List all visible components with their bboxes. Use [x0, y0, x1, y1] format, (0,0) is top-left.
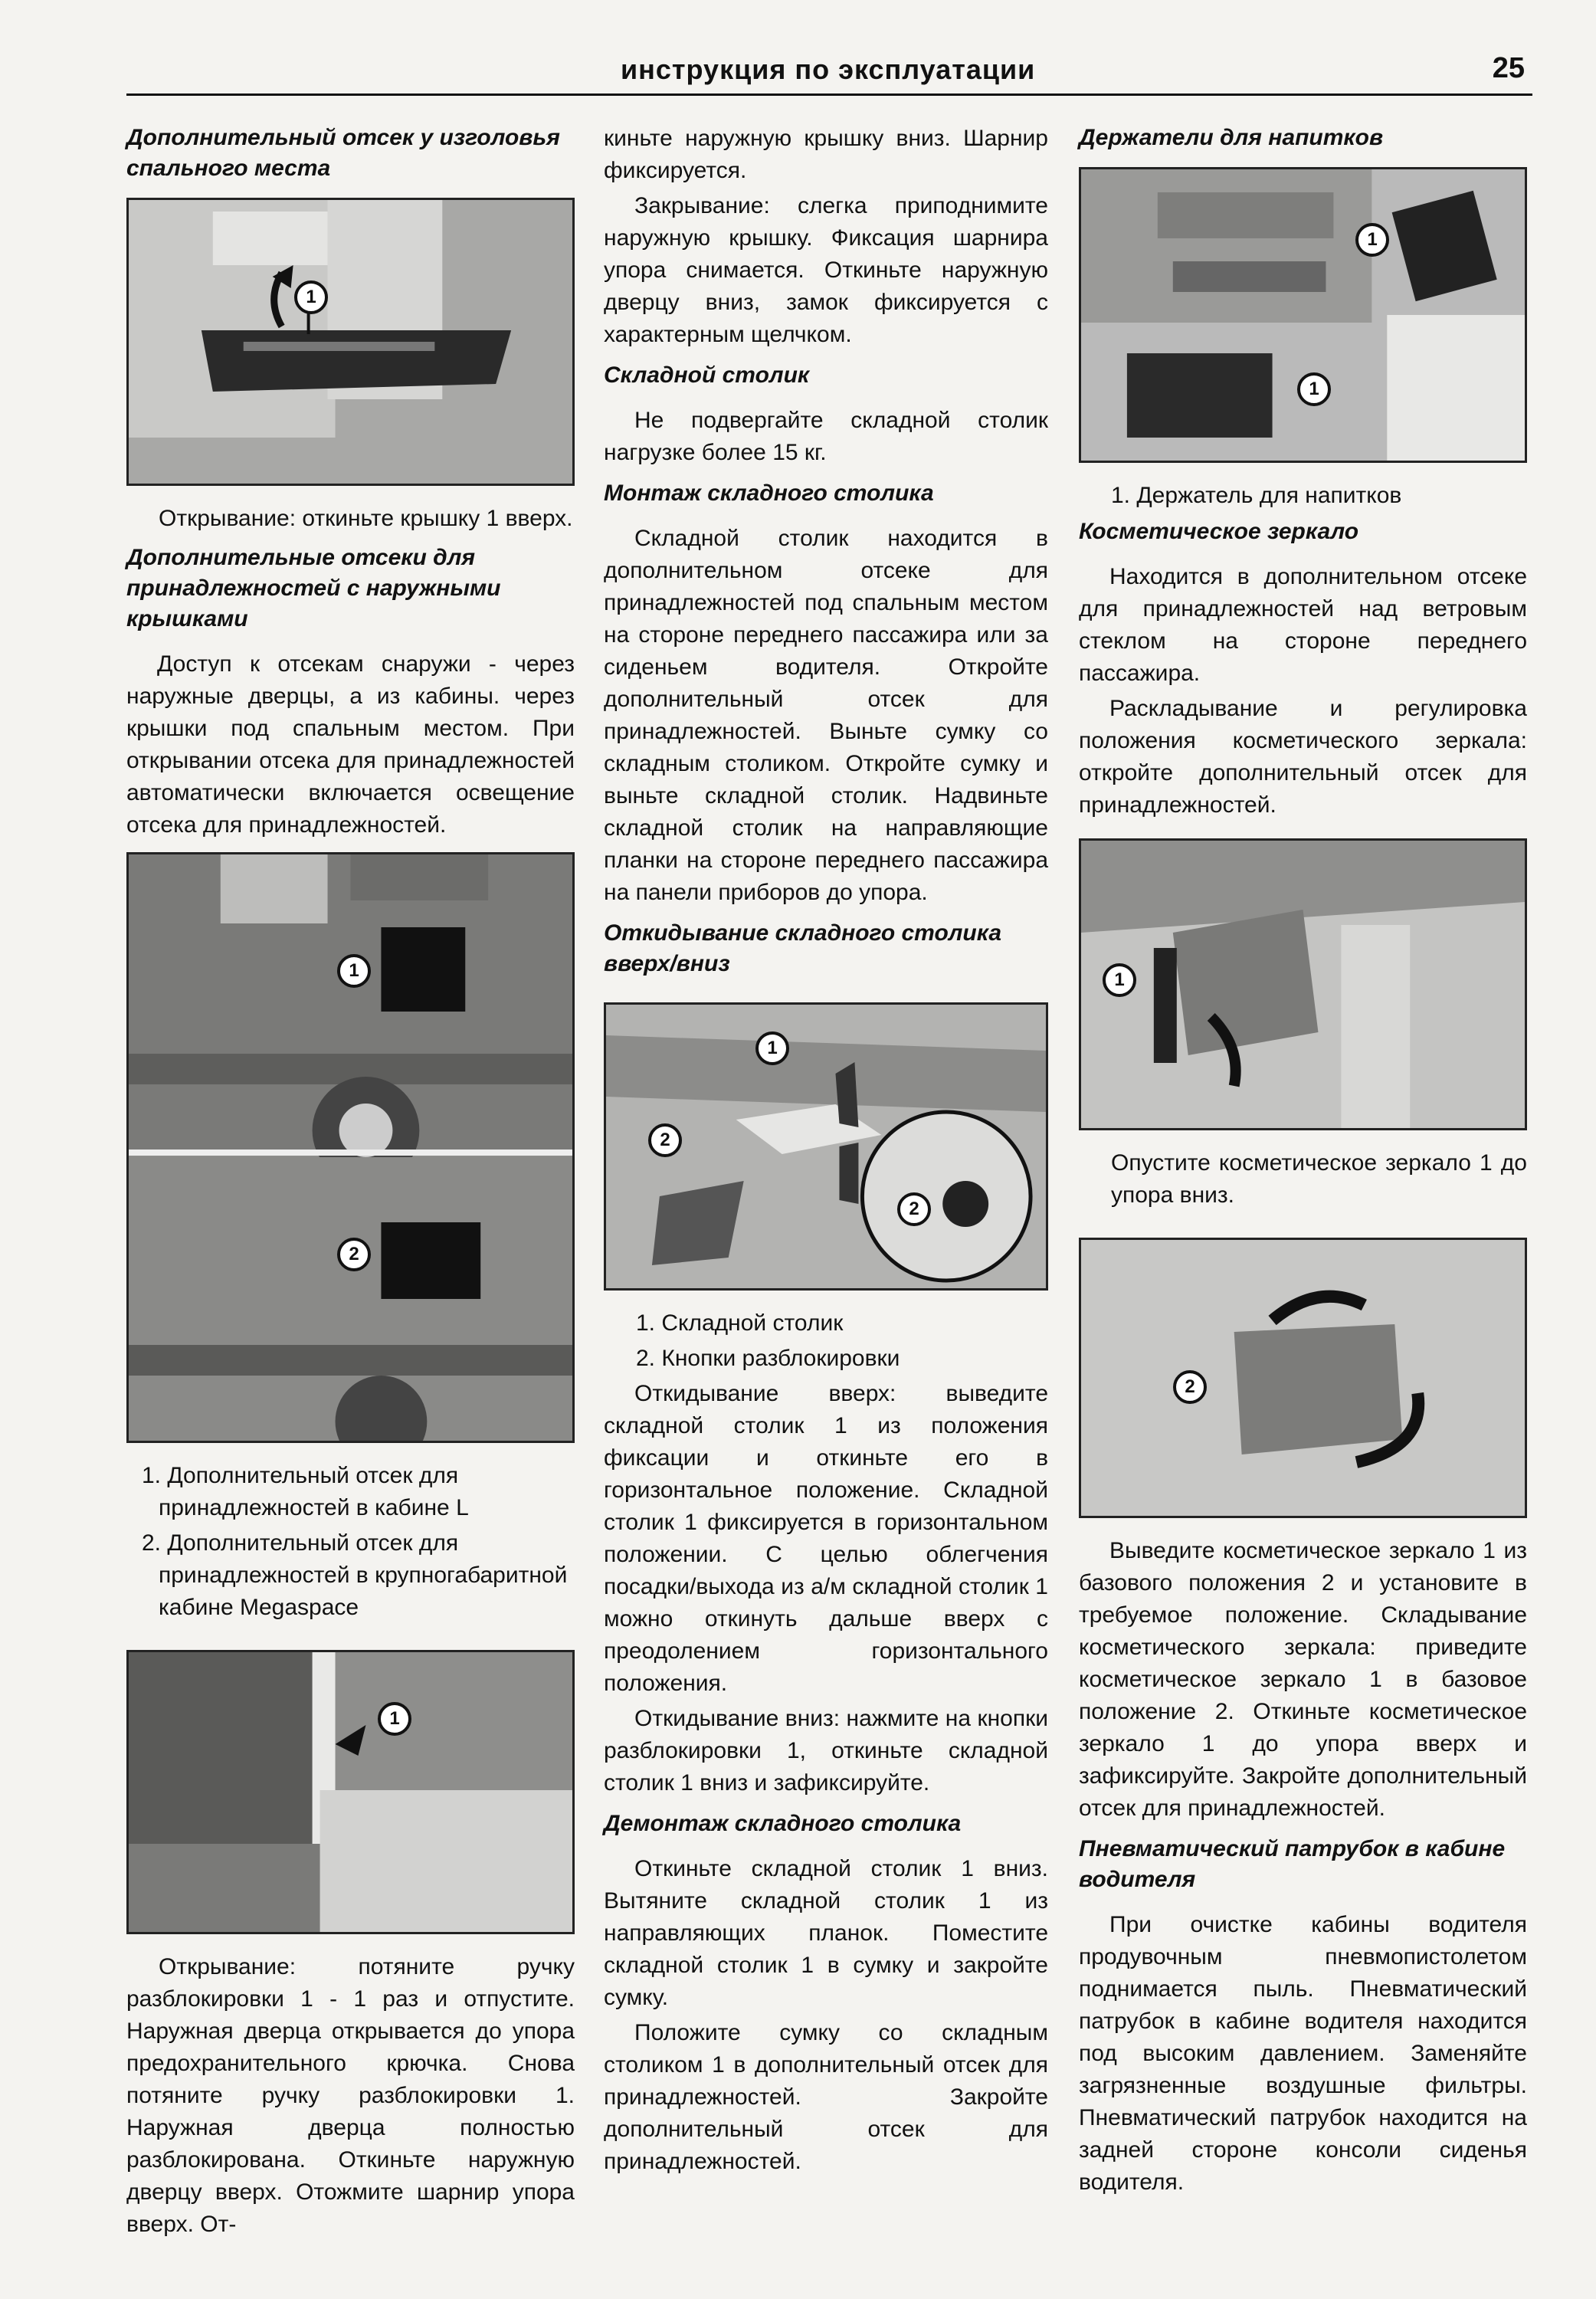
caption-cup-holder: 1. Держатель для напитков [1111, 483, 1402, 508]
callout-2: 2 [1173, 1370, 1207, 1404]
callout-1: 1 [1297, 372, 1331, 406]
callout-2: 2 [337, 1238, 371, 1271]
callout-1: 1 [294, 280, 328, 314]
heading-headrest-compartment: Дополнительный отсек у изголовья спального места [126, 125, 560, 181]
callout-2: 2 [897, 1192, 931, 1226]
callout-2: 2 [648, 1123, 682, 1157]
figure-2-caption-1: 1. Дополнительный отсек для принадлежностей в кабине L [142, 1463, 469, 1520]
column-2 [604, 123, 1048, 2181]
column-1 [126, 123, 575, 2244]
callout-1: 1 [378, 1702, 411, 1736]
caption-table-1: 1. Складной столик [636, 1310, 844, 1336]
heading-table-fold: Откидывание складного столика вверх/вниз [604, 920, 1002, 976]
callout-1: 1 [337, 954, 371, 988]
paragraph-continue: киньте наружную крышку вниз. Шарнир фиксируется. [604, 126, 1048, 183]
paragraph-fold-up: Откидывание вверх: выведите складной столик 1 из положения фиксации и откиньте его в горизонтальное положение. Складной столик 1 фиксируется в горизонтальном положении. С целью облегчения посадки/выхода из а/м складной столик 1 можно откинуть дальше вверх с преодолением горизонтального положения. [604, 1381, 1048, 1696]
heading-vanity-mirror: Косметическое зеркало [1079, 519, 1359, 544]
callout-1: 1 [1103, 963, 1136, 997]
paragraph-access: Доступ к отсекам снаружи - через наружные дверцы, а из кабины. через крышки под спальным местом. При открывании отсека для принадлежностей автоматически включается освещение отсека для принадлежностей. [126, 651, 575, 838]
figure-mirror-lower [1079, 838, 1527, 1130]
column-3 [1079, 123, 1527, 2202]
paragraph-mirror-location: Находится в дополнительном отсеке для принадлежностей над ветровым стеклом на стороне переднего пассажира. [1079, 564, 1527, 686]
figure-release-handle [126, 1650, 575, 1934]
figure-folding-table [604, 1002, 1048, 1291]
caption-mirror-lower: Опустите косметическое зеркало 1 до упора вниз. [1111, 1150, 1527, 1208]
paragraph-mirror-adjust: Раскладывание и регулировка положения косметического зеркала: откройте дополнительный отсек для принадлежностей. [1079, 696, 1527, 818]
paragraph-mirror-position: Выведите косметическое зеркало 1 из базового положения 2 и установите в требуемое положение. Складывание косметического зеркала: приведите косметическое зеркало 1 в базовое положение 2. Откиньте косметическое зеркало 1 до упора вверх и зафиксируйте. Закройте дополнительный отсек для принадлежностей. [1079, 1538, 1527, 1821]
figure-mirror-position [1079, 1238, 1527, 1518]
figure-1-caption: Открывание: откиньте крышку 1 вверх. [159, 506, 573, 531]
heading-folding-table: Складной столик [604, 362, 810, 388]
callout-1: 1 [755, 1031, 789, 1065]
page-header [126, 48, 1532, 96]
figure-3-caption: Открывание: потяните ручку разблокировки 1 - 1 раз и отпустите. Наружная дверца открывается до упора предохранительного крючка. Снова потяните ручку разблокировки 1. Наружная дверца полностью разблокирована. Откиньте наружную дверцу вверх. Отожмите шарнир упора вверх. От- [126, 1954, 575, 2237]
figure-truck-compartments [126, 852, 575, 1443]
page-number: 25 [1492, 52, 1525, 84]
callout-1: 1 [1355, 223, 1389, 257]
figure-headrest-compartment [126, 198, 575, 486]
caption-table-2: 2. Кнопки разблокировки [636, 1346, 900, 1371]
figure-2-caption-2: 2. Дополнительный отсек для принадлежностей в крупногабаритной кабине Megaspace [142, 1530, 568, 1620]
heading-external-compartments: Дополнительные отсеки для принадлежностей с наружными крышками [126, 545, 501, 631]
paragraph-fold-down: Откидывание вниз: нажмите на кнопки разблокировки 1, откиньте складной столик 1 вниз и зафиксируйте. [604, 1706, 1048, 1796]
heading-table-mounting: Монтаж складного столика [604, 480, 934, 506]
paragraph-table-mounting: Складной столик находится в дополнительном отсеке для принадлежностей под спальным местом на стороне переднего пассажира или за сиденьем водителя. Откройте дополнительный отсек для принадлежностей. Выньте сумку со складным столиком. Откройте сумку и выньте складной столик. Надвиньте складной столик на направляющие планки на стороне переднего пассажира на панели приборов до упора. [604, 526, 1048, 905]
paragraph-table-removal: Откиньте складной столик 1 вниз. Вытяните складной столик 1 из направляющих планок. Поместите складной столик 1 в сумку и закройте сумку. [604, 1856, 1048, 2010]
figure-cup-holders [1079, 167, 1527, 463]
heading-air-nozzle: Пневматический патрубок в кабине водителя [1079, 1836, 1506, 1892]
paragraph-table-load: Не подвергайте складной столик нагрузке более 15 кг. [604, 408, 1048, 465]
paragraph-table-storage: Положите сумку со складным столиком 1 в дополнительный отсек для принадлежностей. Закройте дополнительный отсек для принадлежностей. [604, 2020, 1048, 2174]
paragraph-closing: Закрывание: слегка приподнимите наружную крышку. Фиксация шарнира упора снимается. Откиньте наружную дверцу вниз, замок фиксируется с характерным щелчком. [604, 193, 1048, 347]
paragraph-air-nozzle: При очистке кабины водителя продувочным пневмопистолетом поднимается пыль. Пневматический патрубок в кабине водителя находится под высоким давлением. Заменяйте загрязненные воздушные фильтры. Пневматический патрубок находится на задней стороне консоли сиденья водителя. [1079, 1912, 1527, 2195]
heading-table-removal: Демонтаж складного столика [604, 1811, 962, 1836]
header-title: инструкция по эксплуатации [621, 54, 1036, 85]
heading-cup-holders: Держатели для напитков [1079, 125, 1384, 150]
